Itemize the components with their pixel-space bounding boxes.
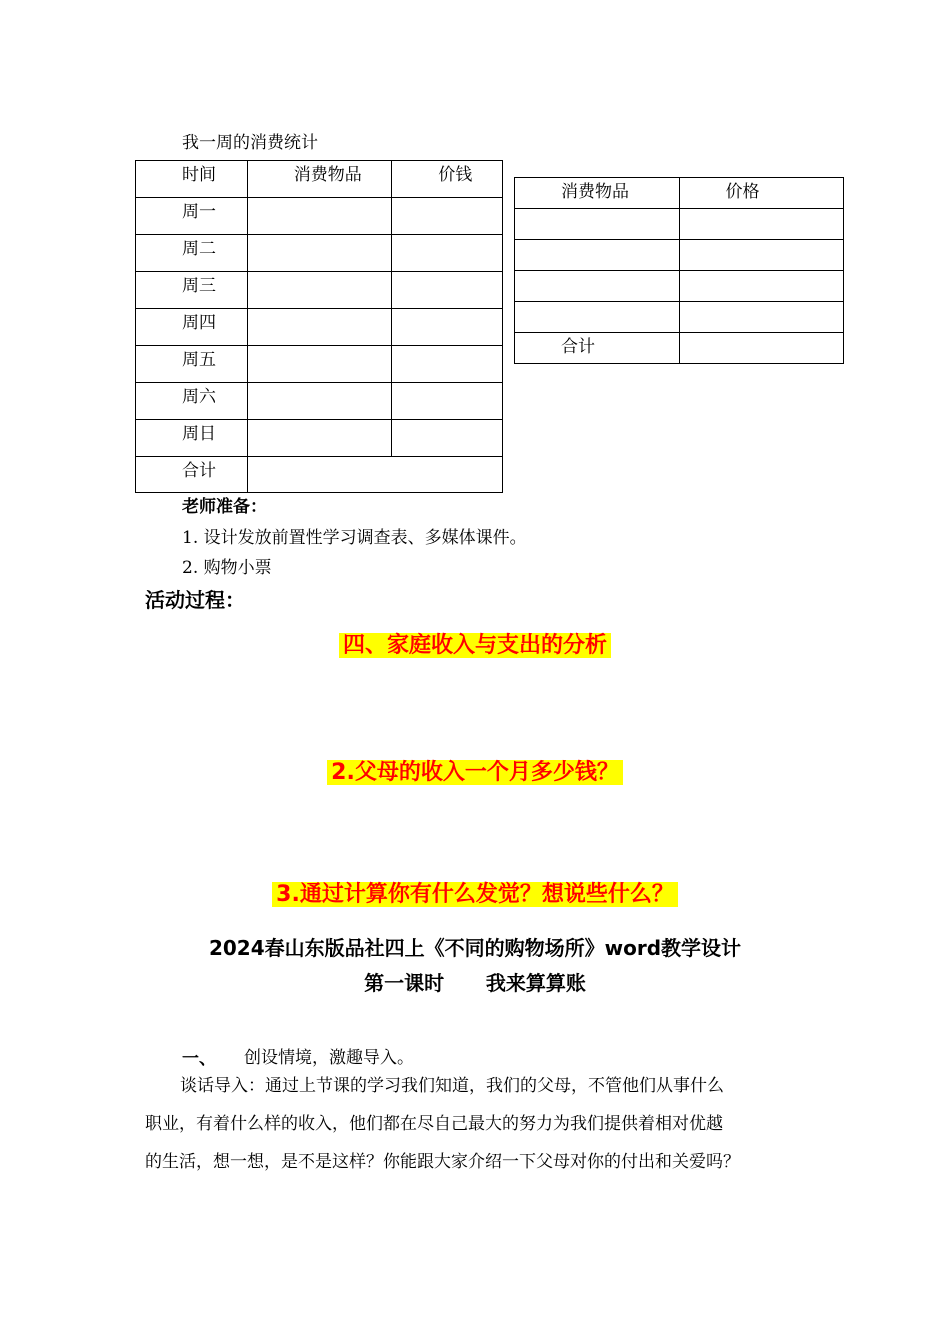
highlight-text: 四、家庭收入与支出的分析	[339, 633, 611, 658]
teacher-prep-title: 老师准备：	[182, 497, 267, 517]
header-cell: 价格	[679, 178, 844, 209]
day-cell: 周四	[136, 309, 248, 346]
empty-cell	[679, 240, 844, 271]
header-cell: 价钱	[392, 161, 503, 198]
section-number: 一、	[182, 1049, 216, 1069]
empty-cell	[247, 383, 392, 420]
item-price-table	[514, 177, 844, 364]
activity-title: 活动过程：	[145, 588, 245, 612]
highlight-heading	[0, 628, 950, 659]
weekly-consumption-table	[135, 160, 503, 493]
table-row	[136, 198, 503, 235]
day-cell: 周二	[136, 235, 248, 272]
empty-cell	[247, 235, 392, 272]
highlight-text: 2.父母的收入一个月多少钱？	[327, 760, 623, 785]
empty-cell	[515, 302, 680, 333]
table-header-row	[515, 178, 844, 209]
header-cell: 消费物品	[247, 161, 392, 198]
total-row	[136, 457, 503, 493]
table-row	[515, 209, 844, 240]
highlight-heading	[0, 877, 950, 908]
empty-cell	[679, 333, 844, 364]
empty-cell	[247, 198, 392, 235]
document-title: 2024春山东版品社四上《不同的购物场所》word教学设计	[208, 936, 742, 960]
highlight-text: 3.通过计算你有什么发觉？想说些什么？	[272, 882, 678, 907]
day-cell: 周三	[136, 272, 248, 309]
intro-paragraph	[145, 1067, 810, 1181]
empty-cell	[515, 271, 680, 302]
empty-cell	[392, 346, 503, 383]
day-cell: 周六	[136, 383, 248, 420]
header-cell: 时间	[136, 161, 248, 198]
paragraph-line: 职业，有着什么样的收入，他们都在尽自己最大的努力为我们提供着相对优越	[145, 1114, 723, 1134]
header-cell: 消费物品	[515, 178, 680, 209]
highlight-heading	[0, 755, 950, 786]
table-row	[136, 235, 503, 272]
empty-cell	[679, 271, 844, 302]
table-row	[136, 346, 503, 383]
empty-cell	[247, 309, 392, 346]
weekly-table-caption: 我一周的消费统计	[182, 133, 318, 153]
empty-cell	[679, 209, 844, 240]
empty-cell	[392, 309, 503, 346]
teacher-prep-item: 2. 购物小票	[182, 558, 272, 578]
empty-cell	[392, 198, 503, 235]
table-row	[136, 383, 503, 420]
empty-cell	[515, 209, 680, 240]
empty-cell	[247, 457, 502, 493]
empty-cell	[247, 420, 392, 457]
empty-cell	[247, 346, 392, 383]
empty-cell	[247, 272, 392, 309]
empty-cell	[392, 235, 503, 272]
total-row	[515, 333, 844, 364]
teacher-prep-item: 1. 设计发放前置性学习调查表、多媒体课件。	[182, 528, 527, 548]
day-cell: 周五	[136, 346, 248, 383]
empty-cell	[679, 302, 844, 333]
day-cell: 周日	[136, 420, 248, 457]
table-header-row	[136, 161, 503, 198]
table-row	[515, 240, 844, 271]
table-row	[136, 420, 503, 457]
table-row	[515, 271, 844, 302]
empty-cell	[392, 383, 503, 420]
table-row	[136, 309, 503, 346]
empty-cell	[515, 240, 680, 271]
empty-cell	[392, 272, 503, 309]
section-heading: 创设情境，激趣导入。	[244, 1048, 414, 1068]
paragraph-line: 的生活，想一想，是不是这样？你能跟大家介绍一下父母对你的付出和关爱吗？	[145, 1152, 740, 1172]
day-cell: 周一	[136, 198, 248, 235]
total-label: 合计	[136, 457, 248, 493]
empty-cell	[392, 420, 503, 457]
total-label: 合计	[515, 333, 680, 364]
table-row	[515, 302, 844, 333]
table-row	[136, 272, 503, 309]
lesson-title: 第一课时 我来算算账	[364, 971, 586, 995]
paragraph-line: 谈话导入：通过上节课的学习我们知道，我们的父母，不管他们从事什么	[180, 1076, 724, 1096]
